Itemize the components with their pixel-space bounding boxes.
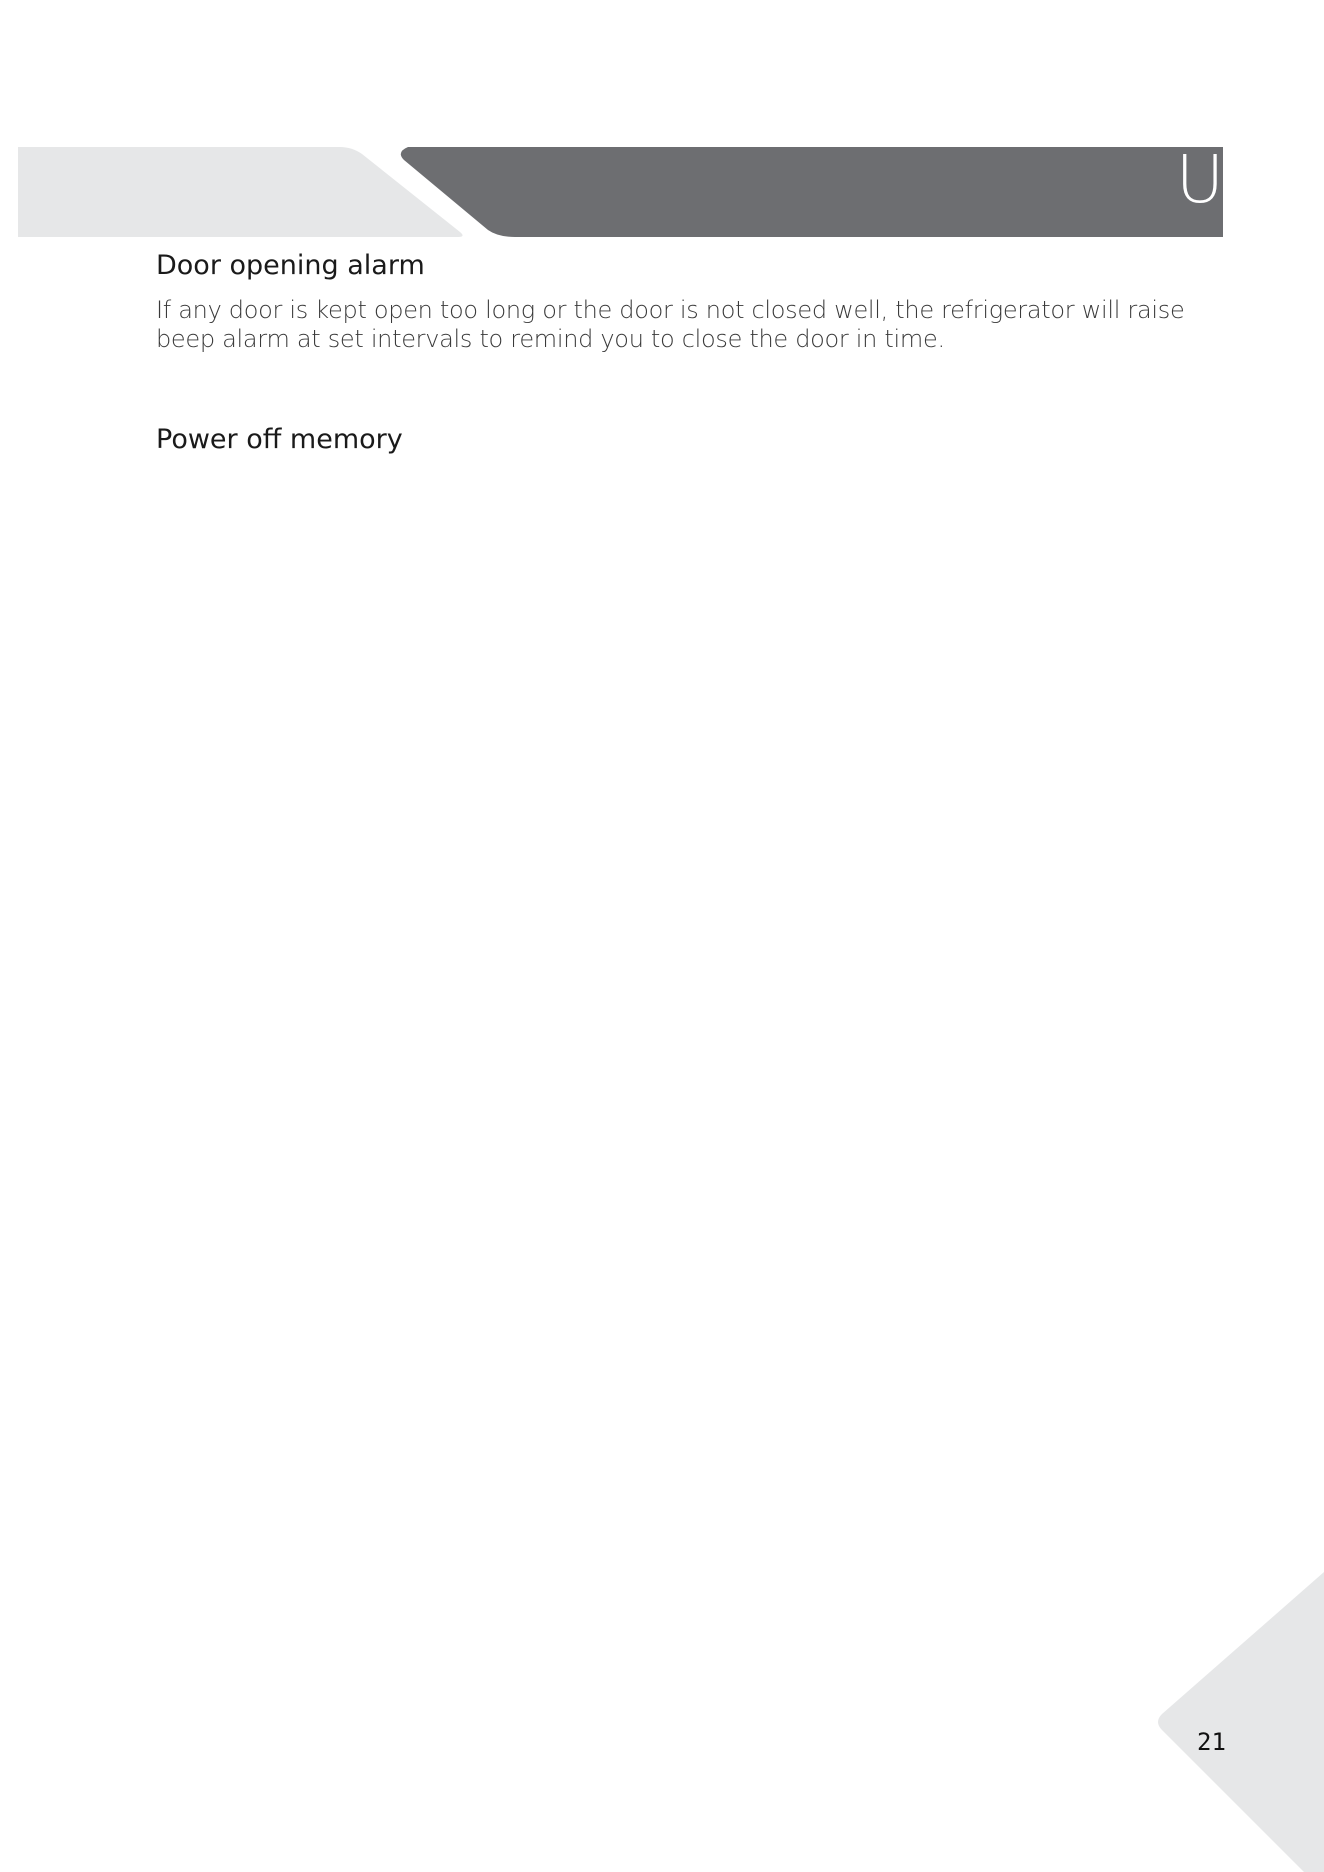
header-light-band — [18, 147, 463, 237]
door-opening-alarm-heading: Door opening alarm — [156, 250, 425, 281]
power-off-memory-heading: Power off memory — [156, 424, 403, 455]
section-title: Use — [1175, 141, 1302, 218]
page-number: 21 — [1197, 1728, 1226, 1756]
corner-triangle — [1158, 1572, 1324, 1872]
door-opening-alarm-text: If any door is kept open too long or the door is not closed well, the refrigerator will raise beep alarm at set intervals to remind you to close the door in time. — [156, 296, 1185, 353]
corner-decoration — [1154, 1572, 1324, 1872]
header-dark-band — [401, 147, 1223, 237]
header-banner — [0, 0, 1324, 260]
page-content — [156, 248, 1216, 458]
